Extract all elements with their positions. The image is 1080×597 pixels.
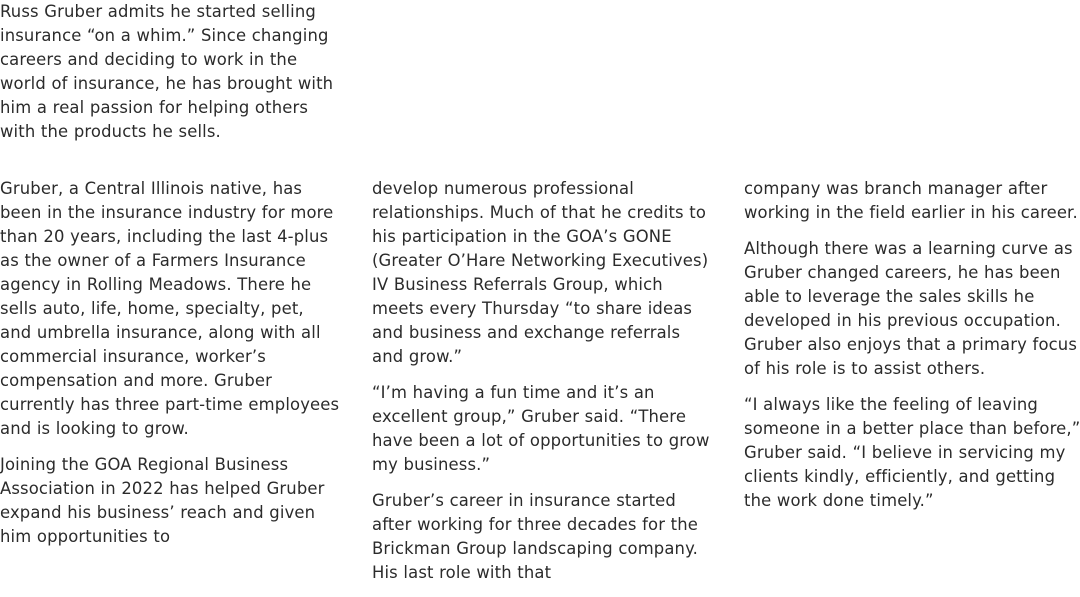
paragraph-learning-curve: Although there was a learning curve as Gruber changed careers, he has been able to leverage the sales skills he developed in his previous occupation. Gruber also enjoys that a primary focus of his role is to assist others. <box>744 239 1078 378</box>
paragraph-career-start: Gruber’s career in insurance started after working for three decades for the Brickman Group landscaping company. His last role with that <box>372 491 699 582</box>
paragraph-background: Gruber, a Central Illinois native, has been in the insurance industry for more than 20 years, including the last 4-plus as the owner of a Farmers Insurance agency in Rolling Meadows. There he sells auto, life, home, specialty, pet, and umbrella insurance, along with all commercial insurance, worker’s compensation and more. Gruber currently has three part-time employees and is looking to grow. <box>0 179 340 438</box>
paragraph-quote-leaving: “I always like the feeling of leaving someone in a better place than before,” Gruber said. “I believe in servicing my clients kindly, efficiently, and getting the work done timely.” <box>744 395 1080 510</box>
column-3 <box>744 177 1080 525</box>
column-2 <box>372 177 712 597</box>
paragraph-branch-manager: company was branch manager after working in the field earlier in his career. <box>744 179 1078 222</box>
paragraph-goa-joining: Joining the GOA Regional Business Association in 2022 has helped Gruber expand his business’ reach and given him opportunities to <box>0 455 325 546</box>
paragraph-relationships: develop numerous professional relationships. Much of that he credits to his participation in the GOA’s GONE (Greater O’Hare Networking Executives) IV Business Referrals Group, which meets every Thursday “to share ideas and business and exchange referrals and grow.” <box>372 179 709 366</box>
paragraph-quote-fun: “I’m having a fun time and it’s an excellent group,” Gruber said. “There have been a lot of opportunities to grow my business.” <box>372 383 710 474</box>
paragraph-intro: Russ Gruber admits he started selling insurance “on a whim.” Since changing careers and deciding to work in the world of insurance, he has brought with him a real passion for helping others with the products he sells. <box>0 2 334 141</box>
column-1-body <box>0 177 340 561</box>
intro-block <box>0 0 340 156</box>
